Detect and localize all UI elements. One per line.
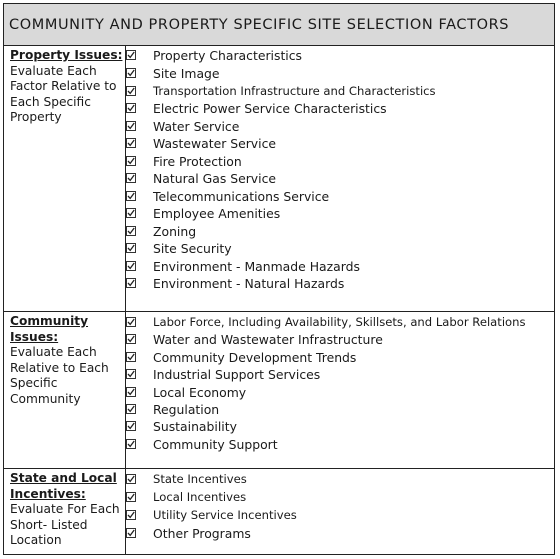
item-label: Natural Gas Service [153,171,277,186]
section-description: Evaluate For Each Short- Listed Location [10,502,120,548]
section-title: Property Issues: [10,48,123,62]
item-label: Wastewater Service [153,136,277,151]
checked-box-icon [126,510,136,520]
item-label: Other Programs [153,526,251,541]
table-title: COMMUNITY AND PROPERTY SPECIFIC SITE SELECTION FACTORS [4,4,554,46]
list-item [153,315,526,329]
item-label: Zoning [153,224,197,239]
section-property-issues [4,46,554,312]
checked-box-icon [126,387,136,397]
list-item [153,48,302,63]
list-item [153,332,383,347]
list-item [153,101,387,116]
checked-box-icon [126,278,136,288]
list-item [153,472,247,486]
list-item [153,526,251,541]
checked-box-icon [126,226,136,236]
checked-box-icon [126,528,136,538]
item-label: Employee Amenities [153,206,281,221]
item-label: Environment - Manmade Hazards [153,259,360,274]
section-description: Evaluate Each Factor Relative to Each Specific Property [10,63,117,125]
checked-box-icon [126,86,136,96]
list-item [153,136,276,151]
section-label-cell [4,46,126,311]
list-item [153,276,344,291]
item-label: Local Economy [153,385,247,400]
checked-box-icon [126,173,136,183]
item-label: Fire Protection [153,154,242,169]
item-label: Industrial Support Services [153,367,321,382]
list-item [153,385,246,400]
list-item [153,84,436,98]
section-title: Community Issues: [10,314,89,344]
checked-box-icon [126,103,136,113]
checked-box-icon [126,50,136,60]
item-label: Community Development Trends [153,350,357,365]
checked-box-icon [126,439,136,449]
item-label: Environment - Natural Hazards [153,276,345,291]
checked-box-icon [126,334,136,344]
item-label: Regulation [153,402,220,417]
item-label: State Incentives [153,472,247,486]
checked-box-icon [126,138,136,148]
list-item [153,224,196,239]
item-label: Site Image [153,66,220,81]
list-item [153,259,360,274]
list-item [153,241,232,256]
section-incentives [4,469,554,554]
checked-box-icon [126,317,136,327]
section-label-cell [4,469,126,554]
item-label: Telecommunications Service [153,189,330,204]
item-label: Utility Service Incentives [153,508,297,522]
checked-box-icon [126,369,136,379]
list-item [153,367,320,382]
item-label: Local Incentives [153,490,247,504]
checked-box-icon [126,243,136,253]
section-title: State and Local Incentives: [10,471,117,501]
list-item [153,490,246,504]
section-label-cell [4,312,126,468]
checked-box-icon [126,404,136,414]
list-item [153,206,280,221]
checked-box-icon [126,208,136,218]
section-description: Evaluate Each Relative to Each Specific Community [10,345,109,406]
item-label: Transportation Infrastructure and Characteristics [153,84,436,98]
list-item [153,437,278,452]
checked-box-icon [126,121,136,131]
list-item [153,402,219,417]
checked-box-icon [126,492,136,502]
checked-box-icon [126,352,136,362]
section-items [127,46,554,311]
checked-box-icon [126,261,136,271]
section-community-issues [4,312,554,469]
item-label: Water and Wastewater Infrastructure [153,332,383,347]
item-label: Labor Force, Including Availability, Skillsets, and Labor Relations [153,315,526,329]
checked-box-icon [126,191,136,201]
checked-box-icon [126,474,136,484]
checked-box-icon [126,68,136,78]
section-items [127,469,554,554]
item-label: Water Service [153,119,240,134]
list-item [153,171,276,186]
checked-box-icon [126,421,136,431]
item-label: Electric Power Service Characteristics [153,101,387,116]
list-item [153,350,356,365]
checked-box-icon [126,156,136,166]
list-item [153,154,242,169]
item-label: Sustainability [153,419,237,434]
item-label: Community Support [153,437,278,452]
item-label: Site Security [153,241,232,256]
list-item [153,119,239,134]
list-item [153,508,297,522]
list-item [153,419,237,434]
section-items [127,312,554,468]
site-selection-table [3,3,555,555]
list-item [153,189,329,204]
list-item [153,66,220,81]
item-label: Property Characteristics [153,48,303,63]
